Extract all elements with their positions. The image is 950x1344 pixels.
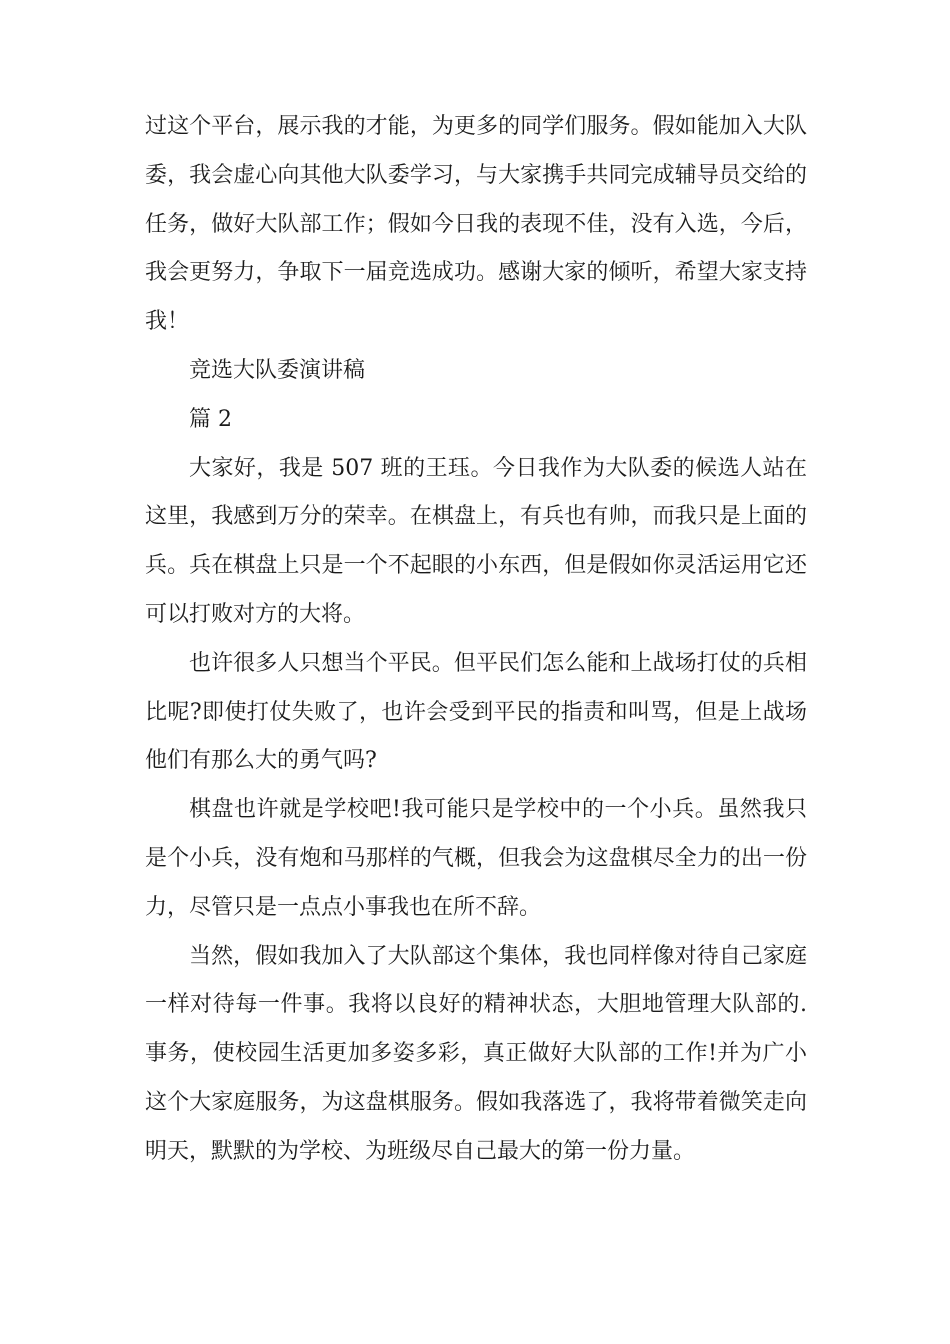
- paragraph-closing: 过这个平台，展示我的才能，为更多的同学们服务。假如能加入大队委，我会虚心向其他大队委学习，与大家携手共同完成辅导员交给的任务，做好大队部工作；假如今日我的表现不佳，没有入选，今后，我会更努力，争取下一届竞选成功。感谢大家的倾听，希望大家支持我！: [145, 114, 807, 335]
- document-body: [145, 103, 807, 1177]
- section-title: 竞选大队委演讲稿: [189, 357, 366, 383]
- section-number: 篇 2: [189, 406, 232, 432]
- paragraph-commitment: 当然，假如我加入了大队部这个集体，我也同样像对待自己家庭一样对待每一件事。我将以良好的精神状态，大胆地管理大队部的.事务，使校园生活更加多姿多彩，真正做好大队部的工作!并为广小这个大家庭服务，为这盘棋服务。假如我落选了，我将带着微笑走向明天，默默的为学校、为班级尽自己最大的第一份力量。: [145, 943, 807, 1164]
- paragraph-chessboard: 棋盘也许就是学校吧!我可能只是学校中的一个小兵。虽然我只是个小兵，没有炮和马那样的气概，但我会为这盘棋尽全力的出一份力，尽管只是一点点小事我也在所不辞。: [145, 797, 807, 920]
- paragraph-intro: 大家好，我是 507 班的王珏。今日我作为大队委的候选人站在这里，我感到万分的荣幸。在棋盘上，有兵也有帅，而我只是上面的兵。兵在棋盘上只是一个不起眼的小东西，但是假如你灵活运用它还可以打败对方的大将。: [145, 455, 807, 627]
- paragraph-civilians: 也许很多人只想当个平民。但平民们怎么能和上战场打仗的兵相比呢?即使打仗失败了，也许会受到平民的指责和叫骂，但是上战场他们有那么大的勇气吗?: [145, 650, 807, 774]
